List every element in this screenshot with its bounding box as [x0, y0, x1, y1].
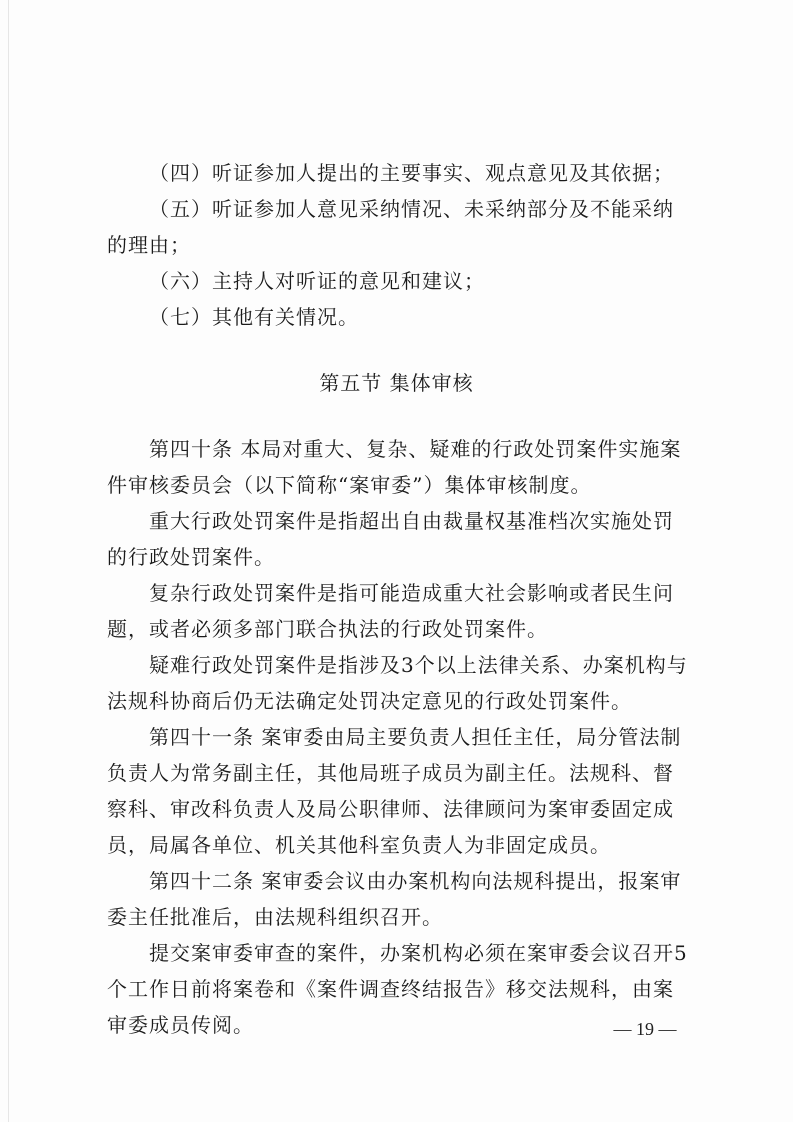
- paragraph-item-4: （四）听证参加人提出的主要事实、观点意见及其依据；: [149, 161, 674, 185]
- paragraph-item-5: （五）听证参加人意见采纳情况、未采纳部分及不能采纳的理由；: [107, 197, 674, 257]
- page-number: — 19 —: [613, 1019, 677, 1039]
- paragraph-item-6: （六）主持人对听证的意见和建议；: [149, 269, 485, 293]
- paragraph-complex-cases: 复杂行政处罚案件是指可能造成重大社会影响或者民生问题，或者必须多部门联合执法的行政处罚案件。: [107, 581, 674, 641]
- article-42: 第四十二条 案审委会议由办案机构向法规科提出，报案审委主任批准后，由法规科组织召开。: [107, 869, 682, 929]
- article-41: 第四十一条 案审委由局主要负责人担任主任，局分管法制负责人为常务副主任，其他局班子成员为副主任。法规科、督察科、审改科负责人及局公职律师、法律顾问为案审委固定成员，局属各单位、机关其他科室负责人为非固定成员。: [107, 725, 682, 857]
- paragraph-difficult-cases: 疑难行政处罚案件是指涉及3个以上法律关系、办案机构与法规科协商后仍无法确定处罚决定意见的行政处罚案件。: [107, 653, 688, 713]
- paragraph-case-submission: 提交案审委审查的案件，办案机构必须在案审委会议召开5个工作日前将案卷和《案件调查终结报告》移交法规科，由案审委成员传阅。: [107, 941, 688, 1037]
- paragraph-major-cases: 重大行政处罚案件是指超出自由裁量权基准档次实施处罚的行政处罚案件。: [107, 509, 674, 569]
- article-40: 第四十条 本局对重大、复杂、疑难的行政处罚案件实施案件审核委员会（以下简称“案审委”）集体审核制度。: [107, 437, 682, 497]
- page-edge-shadow: [8, 0, 9, 1122]
- paragraph-item-7: （七）其他有关情况。: [149, 305, 359, 329]
- section-heading: 第五节 集体审核: [319, 371, 474, 395]
